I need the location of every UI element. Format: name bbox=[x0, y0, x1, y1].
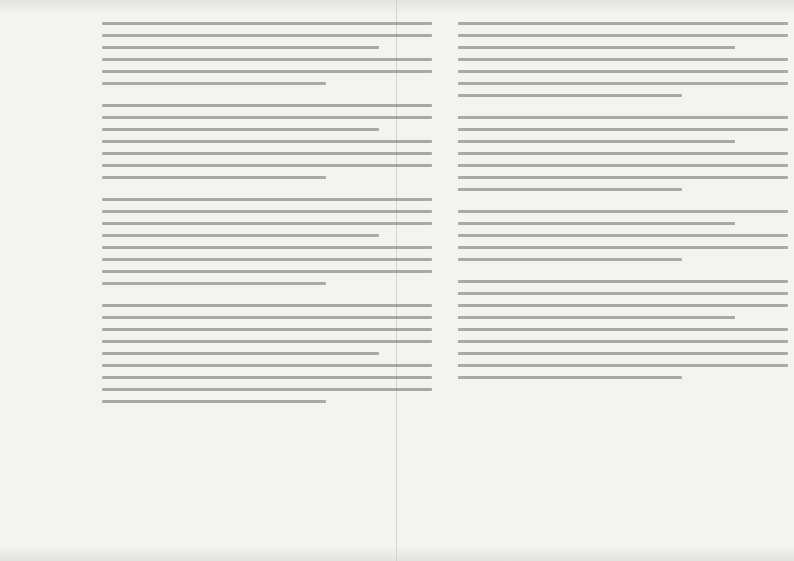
scan-edge bbox=[0, 0, 794, 14]
scan-edge bbox=[0, 547, 794, 561]
left-page bbox=[102, 22, 432, 542]
right-page bbox=[458, 22, 788, 542]
